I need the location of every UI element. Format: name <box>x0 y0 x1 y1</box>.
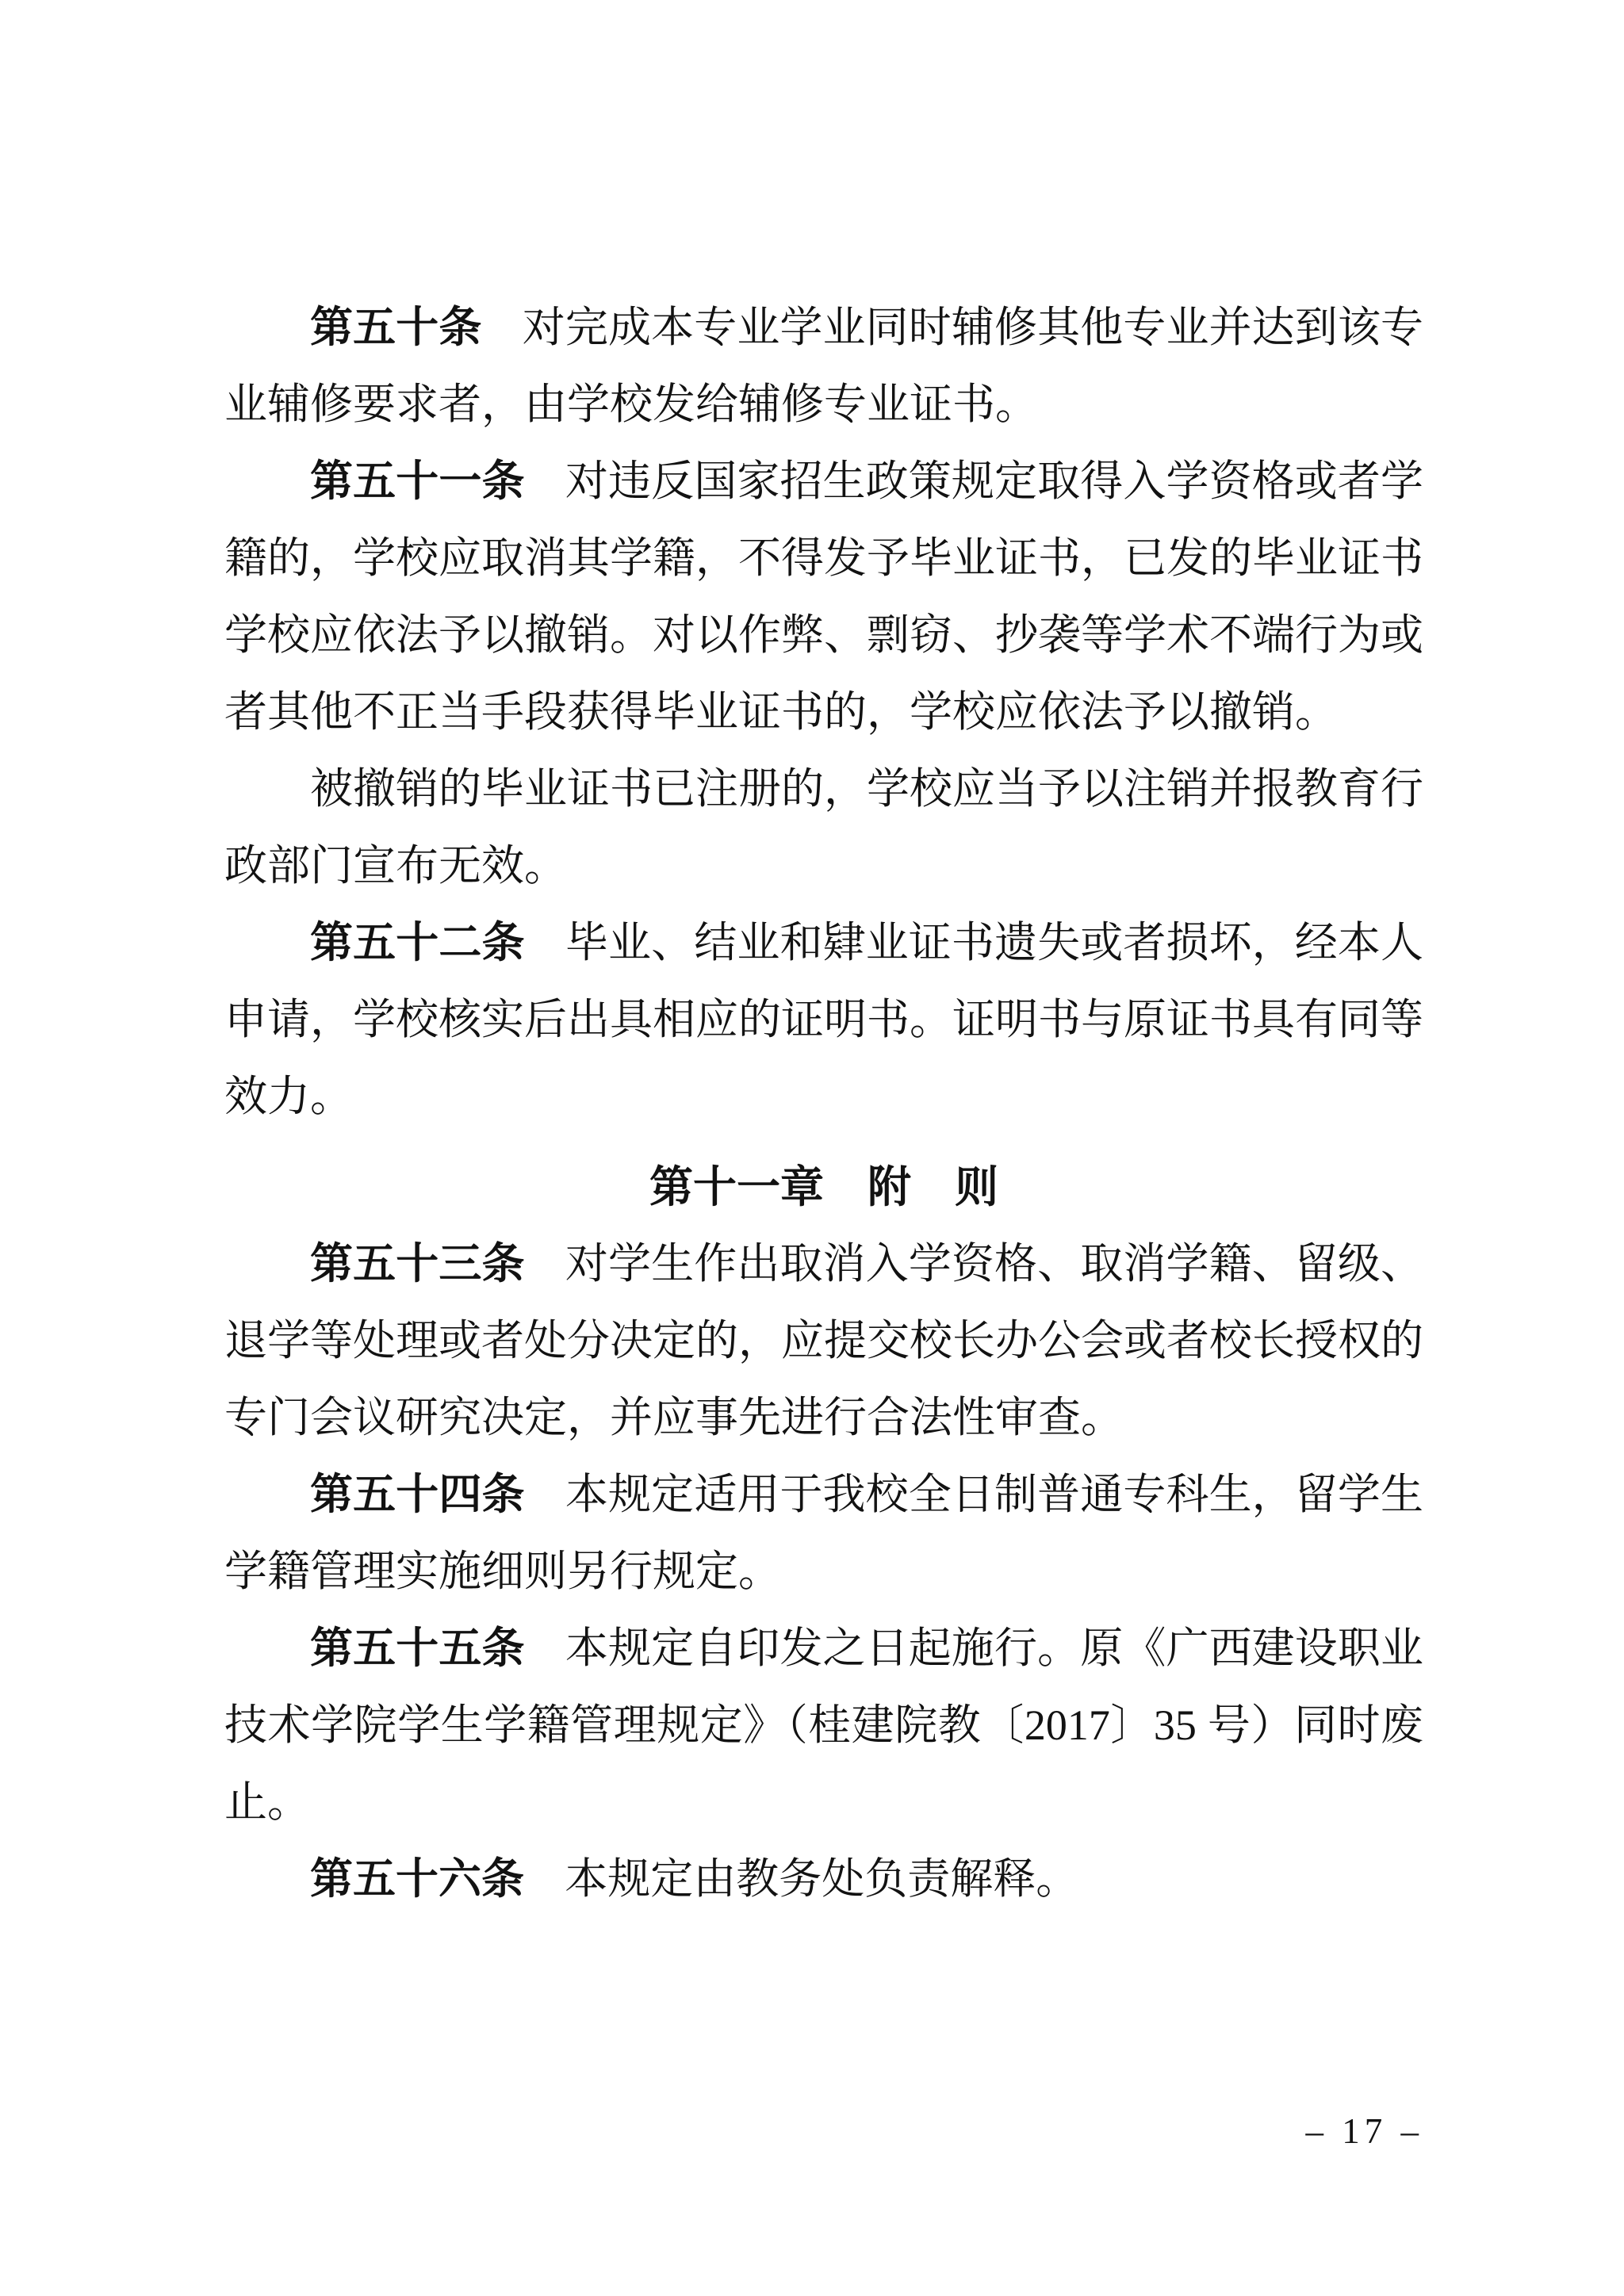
article-50-text: 对完成本专业学业同时辅修其他专业并达到该专业辅修要求者，由学校发给辅修专业证书。 <box>224 304 1424 428</box>
article-51-paragraph <box>224 443 1423 751</box>
article-55-text: 本规定自印发之日起施行。原《广西建设职业技术学院学生学籍管理规定》（桂建院教〔2017〕35 号）同时废止。 <box>224 1624 1424 1826</box>
article-53-text: 对学生作出取消入学资格、取消学籍、留级、退学等处理或者处分决定的，应提交校长办公会或者校长授权的专门会议研究决定，并应事先进行合法性审查。 <box>224 1240 1424 1441</box>
article-55-paragraph <box>224 1610 1423 1841</box>
article-51-continuation-text: 被撤销的毕业证书已注册的，学校应当予以注销并报教育行政部门宣布无效。 <box>224 765 1423 890</box>
article-51-text: 对违反国家招生政策规定取得入学资格或者学籍的，学校应取消其学籍，不得发予毕业证书，已发的毕业证书学校应依法予以撤销。对以作弊、剽窃、抄袭等学术不端行为或者其他不正当手段获得毕业证书的，学校应依法予以撤销。 <box>224 457 1424 736</box>
article-55-number: 第五十五条 <box>310 1624 525 1672</box>
article-54-paragraph <box>224 1456 1423 1610</box>
chapter-heading: 第十一章 附 则 <box>649 1162 998 1211</box>
article-50-paragraph <box>224 289 1423 443</box>
article-52-paragraph <box>224 905 1423 1135</box>
page-number: – 17 – <box>1305 2111 1423 2151</box>
article-51-continuation-paragraph <box>224 751 1423 905</box>
article-51-number: 第五十一条 <box>310 457 525 505</box>
article-52-number: 第五十二条 <box>310 919 525 966</box>
article-56-number: 第五十六条 <box>310 1855 524 1903</box>
article-54-number: 第五十四条 <box>310 1471 525 1518</box>
document-body <box>224 289 1423 1918</box>
article-54-text: 本规定适用于我校全日制普通专科生，留学生学籍管理实施细则另行规定。 <box>224 1471 1424 1595</box>
article-56-text: 本规定由教务处负责解释。 <box>565 1855 1079 1903</box>
article-53-paragraph <box>224 1226 1423 1456</box>
article-50-number: 第五十条 <box>310 304 482 351</box>
article-52-text: 毕业、结业和肄业证书遗失或者损坏，经本人申请，学校核实后出具相应的证明书。证明书与原证书具有同等效力。 <box>224 919 1424 1120</box>
article-56-paragraph <box>224 1841 1423 1918</box>
article-53-number: 第五十三条 <box>310 1240 525 1288</box>
